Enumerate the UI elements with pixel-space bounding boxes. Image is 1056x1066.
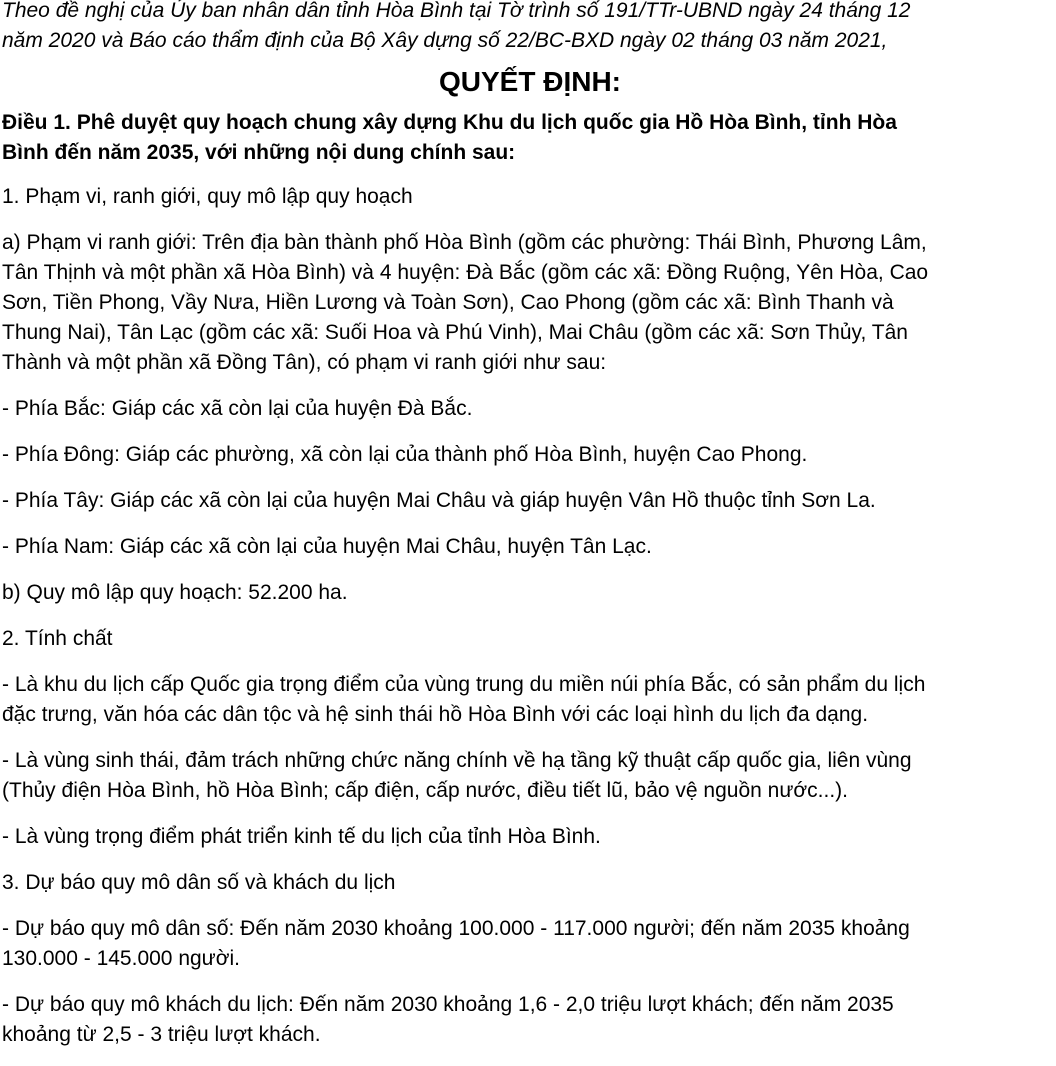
property-3-paragraph: - Là vùng trọng điểm phát triển kinh tế du lịch của tỉnh Hòa Bình. — [2, 825, 601, 848]
boundary-north: - Phía Bắc: Giáp các xã còn lại của huyện Đà Bắc. — [2, 397, 473, 420]
article-1-line: Bình đến năm 2035, với những nội dung chính sau: — [2, 141, 516, 164]
tourist-forecast-line: khoảng từ 2,5 - 3 triệu lượt khách. — [2, 1023, 321, 1046]
intro-paragraph — [2, 0, 1056, 56]
section-2-title: 2. Tính chất — [2, 627, 113, 650]
property-2-paragraph — [2, 746, 1056, 806]
section-1a-line: Sơn, Tiền Phong, Vầy Nưa, Hiền Lương và Toàn Sơn), Cao Phong (gồm các xã: Bình Thanh và — [2, 291, 894, 314]
section-1a-line: Thung Nai), Tân Lạc (gồm các xã: Suối Hoa và Phú Vinh), Mai Châu (gồm các xã: Sơn Thủy, Tân — [2, 321, 908, 344]
section-1a-line: Thành và một phần xã Đồng Tân), có phạm vi ranh giới như sau: — [2, 351, 607, 374]
boundary-east: - Phía Đông: Giáp các phường, xã còn lại của thành phố Hòa Bình, huyện Cao Phong. — [2, 443, 808, 466]
population-forecast-line: 130.000 - 145.000 người. — [2, 947, 241, 970]
property-1-paragraph — [2, 670, 1056, 730]
property-1-line: đặc trưng, văn hóa các dân tộc và hệ sinh thái hồ Hòa Bình với các loại hình du lịch đa dạng. — [2, 703, 869, 726]
intro-line: Theo đề nghị của Ủy ban nhân dân tỉnh Hòa Bình tại Tờ trình số 191/TTr-UBND ngày 24 tháng 12 — [2, 0, 911, 22]
boundary-west: - Phía Tây: Giáp các xã còn lại của huyện Mai Châu và giáp huyện Vân Hồ thuộc tỉnh Sơn La. — [2, 489, 876, 512]
section-1a-paragraph — [2, 228, 1056, 378]
decision-heading: QUYẾT ĐỊNH: — [439, 66, 621, 97]
section-1-title: 1. Phạm vi, ranh giới, quy mô lập quy hoạch — [2, 185, 413, 208]
article-1-line: Điều 1. Phê duyệt quy hoạch chung xây dựng Khu du lịch quốc gia Hồ Hòa Bình, tỉnh Hòa — [2, 111, 897, 134]
tourist-forecast-line: - Dự báo quy mô khách du lịch: Đến năm 2030 khoảng 1,6 - 2,0 triệu lượt khách; đến năm 2035 — [2, 993, 894, 1016]
tourist-forecast-paragraph — [2, 990, 1056, 1050]
population-forecast-paragraph — [2, 914, 1056, 974]
property-2-line: (Thủy điện Hòa Bình, hồ Hòa Bình; cấp điện, cấp nước, điều tiết lũ, bảo vệ nguồn nước...). — [2, 779, 848, 802]
boundary-south: - Phía Nam: Giáp các xã còn lại của huyện Mai Châu, huyện Tân Lạc. — [2, 535, 652, 558]
intro-line: năm 2020 và Báo cáo thẩm định của Bộ Xây dựng số 22/BC-BXD ngày 02 tháng 03 năm 2021, — [2, 29, 888, 52]
section-1a-line: a) Phạm vi ranh giới: Trên địa bàn thành phố Hòa Bình (gồm các phường: Thái Bình, Phương Lâm, — [2, 231, 927, 254]
section-1a-line: Tân Thịnh và một phần xã Hòa Bình) và 4 huyện: Đà Bắc (gồm các xã: Đồng Ruộng, Yên Hòa, Cao — [2, 261, 929, 284]
section-1b-paragraph: b) Quy mô lập quy hoạch: 52.200 ha. — [2, 581, 348, 604]
property-1-line: - Là khu du lịch cấp Quốc gia trọng điểm của vùng trung du miền núi phía Bắc, có sản phẩm du lịch — [2, 673, 926, 696]
document-page — [2, 0, 1056, 1066]
section-3-title: 3. Dự báo quy mô dân số và khách du lịch — [2, 871, 396, 894]
population-forecast-line: - Dự báo quy mô dân số: Đến năm 2030 khoảng 100.000 - 117.000 người; đến năm 2035 khoảng — [2, 917, 910, 940]
article-1-paragraph — [2, 108, 1056, 168]
property-2-line: - Là vùng sinh thái, đảm trách những chức năng chính về hạ tầng kỹ thuật cấp quốc gia, liên vùng — [2, 749, 912, 772]
